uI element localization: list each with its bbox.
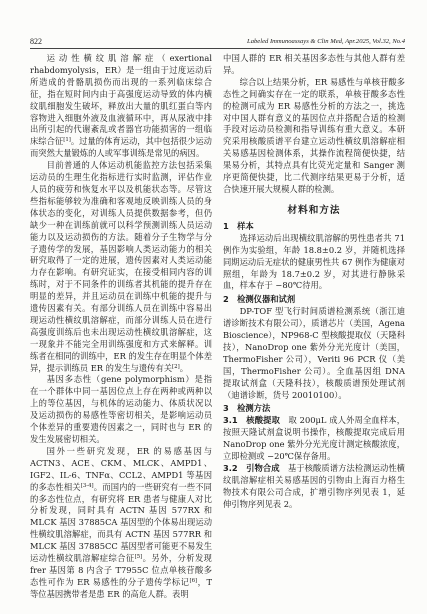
text-run: ，T 等位基因携带者是患 ER 的高危人群。表明 bbox=[30, 576, 212, 599]
subsection-primer-synthesis bbox=[223, 463, 405, 511]
citation-ref: [6] bbox=[189, 577, 198, 584]
text-run: 。另外，分析发现 frer 基因第 8 内含子 T7955C 位点单核苷酸多态性可作为 ER 易感性的分子遗传学标记 bbox=[30, 553, 212, 587]
page-number: 822 bbox=[30, 37, 42, 46]
section-title-instruments: 2 检测仪器和试剂 bbox=[223, 294, 296, 305]
intro-paragraph-3 bbox=[30, 374, 212, 445]
header-rule bbox=[30, 48, 405, 49]
subsection-text: 取 200μL 成人外周全血样本，按照天隆试剂盒说明书操作，核酸提取完成后用 NanoDrop one 紫外分光光度计测定核酸浓度，立即检测或 −20℃保存备用。 bbox=[223, 415, 405, 462]
citation-ref: [5] bbox=[134, 554, 143, 561]
subsection-nucleic-extraction bbox=[223, 415, 405, 463]
right-column bbox=[223, 53, 405, 609]
section-text-samples: 选择运动后出现横纹肌溶解的男性患者共 71 例作为实验组，年龄 18.8±0.2 岁，并随机选择同期运动后无症状的健康男性共 67 例作为健康对照组，年龄为 18.7±0.2 岁，对其进行静脉采血，样本存于 −80℃待用。 bbox=[223, 232, 405, 291]
summary-paragraph: 综合以上结果分析，ER 易感性与单核苷酸多态性之间确实存在一定的联系，单核苷酸多态性的检测可成为 ER 易感性分析的方法之一，挑选对中国人群有意义的基因位点并搭配合适的检测手段对运动员检测和指导训练有重大意义。本研究采用核酸质谱平台建立运动性横纹肌溶解症相关易感基因检测体系，其操作流程简便快捷，结果易分析，其特点具有比荧光定量和 Sanger 测序更简便快捷，比二代测序结果更易于分析，适合快速开展大规模人群的检测。 bbox=[223, 76, 405, 194]
text-run: 基因多态性（gene polymorphism）是指在一个群体中同一基因位点上存在两种或两种以上的等位基因，与机体的运动能力、体质状况以及运动损伤的易感性等密切相关，是影响运动员个体差异的重要遗传因素之一，同时也与 ER 的发生发展密切相关。 bbox=[30, 374, 212, 444]
citation-ref: [1] bbox=[63, 137, 71, 144]
intro-paragraph-2 bbox=[30, 160, 212, 374]
section-title-samples: 1 样本 bbox=[223, 220, 254, 231]
citation-ref: [3-4] bbox=[80, 482, 94, 489]
intro-paragraph-continued: 中国人群的 ER 相关基因多态性与其他人群有差异。 bbox=[223, 53, 405, 75]
left-column bbox=[30, 53, 212, 609]
text-run: 。而国内的一些研究有一些不同的多态性位点，有研究将 ER 患者与健康人对比分析发现，同时具有 ACTN 基因 577RX 和 MLCK 基因 37885CA 基因型的个体易出现运动性横纹肌溶解症，而具有 ACTN 基因 577RR 和 MLCK 基因 37885CC 基因型者可能更不易发生运动性横纹肌溶解症综合征 bbox=[30, 481, 212, 564]
section-text-instruments: DP-TOF 型飞行时间质谱检测系统（浙江迪谱诊断技术有限公司），质谱芯片（美国，Agena Bioscience），NP968-C 型核酸提取仪（天隆科技），NanoDrop one 紫外分光光度计（美国，ThermoFisher 公司），Veriti 96 PCR 仪（美国，ThermoFisher 公司）。全血基因组 DNA 提取试剂盒（天隆科技），核酸质谱预处理试剂（迪谱诊断，货号 20010100）。 bbox=[223, 306, 405, 400]
text-run: 国外一些研究发现，ER 的易感基因与 ACTN3、ACE、CKM、MLCK、AMPD1、IGF2、IL-6、TNFα、CCL2、AMPD1 等基因的多态性相关 bbox=[30, 445, 212, 492]
intro-paragraph-1 bbox=[30, 53, 212, 160]
citation-ref: [2] bbox=[172, 363, 180, 370]
text-run: 。过量的体育运动，其中包括很少运动而突然大量锻炼的人或军事训练是常见的病因。 bbox=[30, 136, 212, 159]
text-run: 运动性横纹肌溶解症（exertional rhabdomyolysis，ER）是一组由于过度运动后所造成的骨骼肌损伤而出现的一系列临床综合征，指在短时间内由于高强度运动导致的体内横纹肌细胞发生破坏，释放出大量的肌红蛋白等内容物进入细胞外液及血液循环中，再从尿液中排出所引起的代谢紊乱或者器官功能损害的一组临床综合征 bbox=[30, 53, 212, 147]
section-title-methods: 3 检测方法 bbox=[223, 403, 271, 414]
subsection-text: 基于核酸质谱方法检测运动性横纹肌溶解症相关易感基因的引物由上海百力格生物技术有限公司合成，扩增引物序列见表 1，延伸引物序列见表 2。 bbox=[223, 463, 405, 509]
text-run: 目前普通的人体运动机能监控方法包括采集运动员的生理生化指标进行实时监测，评估作业人员的疲劳和恢复水平以及机能状态等。尽管这些指标能够较为准确和客观地反映训练人员的身体状态的变化，对训练人员提供数据参考，但仍缺少一种在训练前就可以科学预测训练人员运动能力以及运动损伤的方法。随着分子生物学与分子遗传学的发展，基因影响人类运动能力的相关研究取得了一定的进展，遗传因素对人类运动能力存在影响。有研究证实，在接受相同内容的训练时，对于不同条件的训练者其机能的提升存在明显的差异，并且运动员在训练中机能的提升与遗传因素有关。有部分训练人员在训练中容易出现运动性横纹肌溶解症，而部分训练人员在进行高强度训练后也未出现运动性横纹肌溶解症，这一现象并不能完全用训练强度和方式来解释。训练者在相同的训练中，ER 的发生存在明显个体差异，提示训练员 ER 的发生与遗传有关 bbox=[30, 160, 212, 373]
subsection-label: 3.2 引物合成 bbox=[223, 463, 288, 473]
text-run: 。 bbox=[179, 362, 188, 373]
intro-paragraph-4 bbox=[30, 446, 212, 601]
section-heading-methods: 材料和方法 bbox=[287, 204, 341, 216]
subsection-label: 3.1 核酸提取 bbox=[223, 415, 289, 426]
running-header-journal: Labeled Immunoassays & Clin Med, Apr.2025, Vol.32, No.4 bbox=[247, 38, 405, 45]
